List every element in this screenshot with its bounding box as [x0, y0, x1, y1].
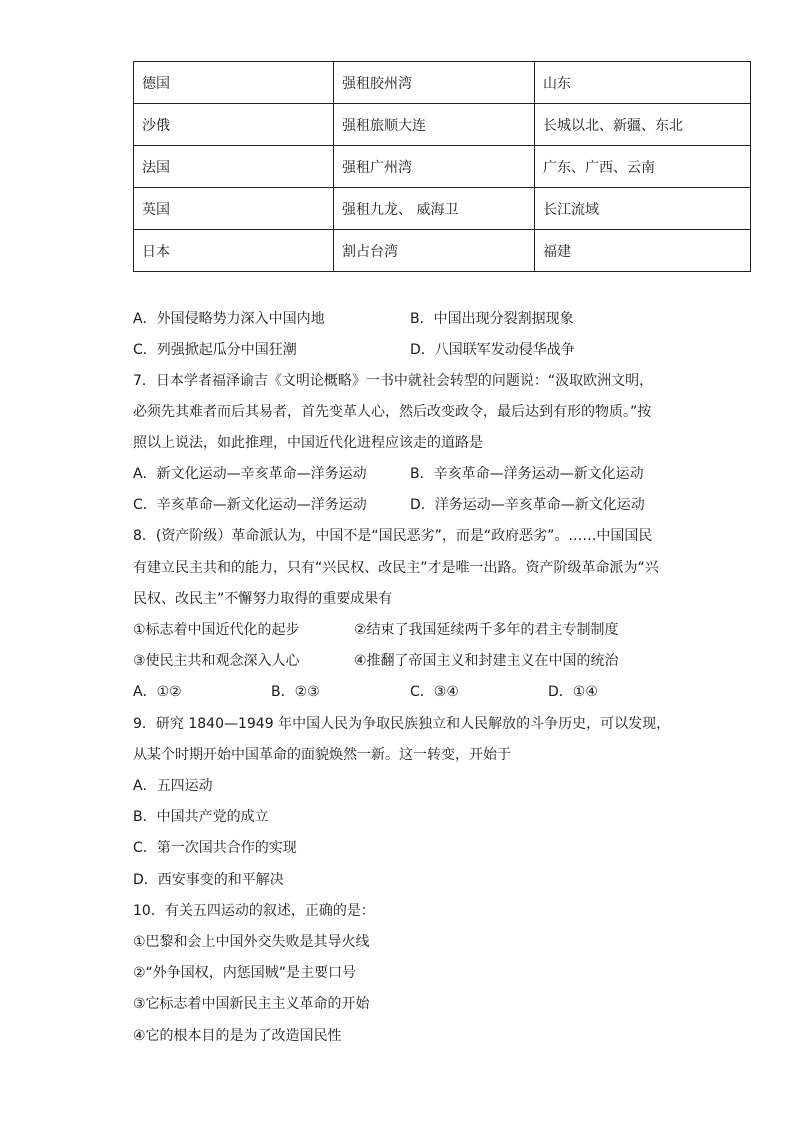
table-cell-sphere: 长城以北、新疆、东北 — [535, 104, 751, 146]
q8-item-1: ①标志着中国近代化的起步 — [133, 622, 300, 638]
q8-item-2: ②结束了我国延续两千多年的君主专制制度 — [354, 622, 619, 638]
table-cell-action: 强租旅顺大连 — [334, 104, 535, 146]
q8-option-d: D．①④ — [548, 684, 598, 700]
table-row — [134, 146, 751, 188]
q8-item-4: ④推翻了帝国主义和封建主义在中国的统治 — [354, 653, 619, 669]
q6-option-a: A．外国侵略势力深入中国内地 — [133, 311, 325, 327]
q9-stem-line-2: 从某个时期开始中国革命的面貌焕然一新。这一转变，开始于 — [133, 747, 511, 763]
q9-stem-line-1: 9．研究 1840—1949 年中国人民为争取民族独立和人民解放的斗争历史，可以发现， — [133, 716, 671, 732]
q6-option-b: B．中国出现分裂割据现象 — [410, 311, 574, 327]
table-cell-country: 日本 — [134, 230, 334, 272]
table-row — [134, 104, 751, 146]
q7-stem-line-3: 照以上说法，如此推理，中国近代化进程应该走的道路是 — [133, 435, 483, 451]
table-cell-sphere: 广东、广西、云南 — [535, 146, 751, 188]
q8-option-c: C．③④ — [410, 684, 459, 700]
table-row — [134, 62, 751, 104]
q8-stem-line-3: 民权、改民主”不懈努力取得的重要成果有 — [133, 591, 393, 607]
table-cell-country: 德国 — [134, 62, 334, 104]
q10-item-4: ④它的根本目的是为了改造国民性 — [133, 1028, 342, 1044]
q8-stem-line-2: 有建立民主共和的能力，只有“兴民权、改民主”才是唯一出路。资产阶级革命派为“兴 — [133, 560, 659, 576]
q6-option-d: D．八国联军发动侵华战争 — [410, 342, 575, 358]
spheres-of-influence-table — [133, 61, 751, 272]
q9-option-a: A．五四运动 — [133, 778, 213, 794]
table-cell-sphere: 福建 — [535, 230, 751, 272]
q7-stem-line-1: 7．日本学者福泽谕吉《文明论概略》一书中就社会转型的问题说：“汲取欧洲文明， — [133, 373, 654, 389]
q6-option-c: C．列强掀起瓜分中国狂潮 — [133, 342, 297, 358]
table-cell-action: 强租胶州湾 — [334, 62, 535, 104]
table-cell-action: 强租广州湾 — [334, 146, 535, 188]
table-cell-country: 法国 — [134, 146, 334, 188]
q7-option-a: A．新文化运动—辛亥革命—洋务运动 — [133, 466, 367, 482]
q8-option-a: A．①② — [133, 684, 182, 700]
q8-stem-line-1: 8．(资产阶级）革命派认为，中国不是“国民恶劣”，而是“政府恶劣”。……中国国民 — [133, 528, 653, 544]
q10-item-2: ②“外争国权，内惩国贼”是主要口号 — [133, 965, 357, 981]
q10-item-1: ①巴黎和会上中国外交失败是其导火线 — [133, 934, 370, 950]
q7-option-d: D．洋务运动—辛亥革命—新文化运动 — [410, 497, 645, 513]
q8-option-b: B．②③ — [271, 684, 320, 700]
q9-option-c: C．第一次国共合作的实现 — [133, 840, 297, 856]
table-cell-sphere: 长江流域 — [535, 188, 751, 230]
table-cell-action: 强租九龙、 威海卫 — [334, 188, 535, 230]
table-cell-country: 沙俄 — [134, 104, 334, 146]
table-row — [134, 230, 751, 272]
table-cell-action: 割占台湾 — [334, 230, 535, 272]
table-cell-sphere: 山东 — [535, 62, 751, 104]
q9-option-d: D．西安事变的和平解决 — [133, 872, 284, 888]
q10-stem: 10．有关五四运动的叙述，正确的是： — [133, 903, 375, 919]
q7-option-b: B．辛亥革命—洋务运动—新文化运动 — [410, 466, 644, 482]
q7-stem-line-2: 必须先其难者而后其易者，首先变革人心，然后改变政令，最后达到有形的物质。”按 — [133, 404, 652, 420]
q7-option-c: C．辛亥革命—新文化运动—洋务运动 — [133, 497, 367, 513]
table-cell-country: 英国 — [134, 188, 334, 230]
q10-item-3: ③它标志着中国新民主主义革命的开始 — [133, 996, 370, 1012]
table-row — [134, 188, 751, 230]
q8-item-3: ③使民主共和观念深入人心 — [133, 653, 300, 669]
q9-option-b: B．中国共产党的成立 — [133, 809, 269, 825]
